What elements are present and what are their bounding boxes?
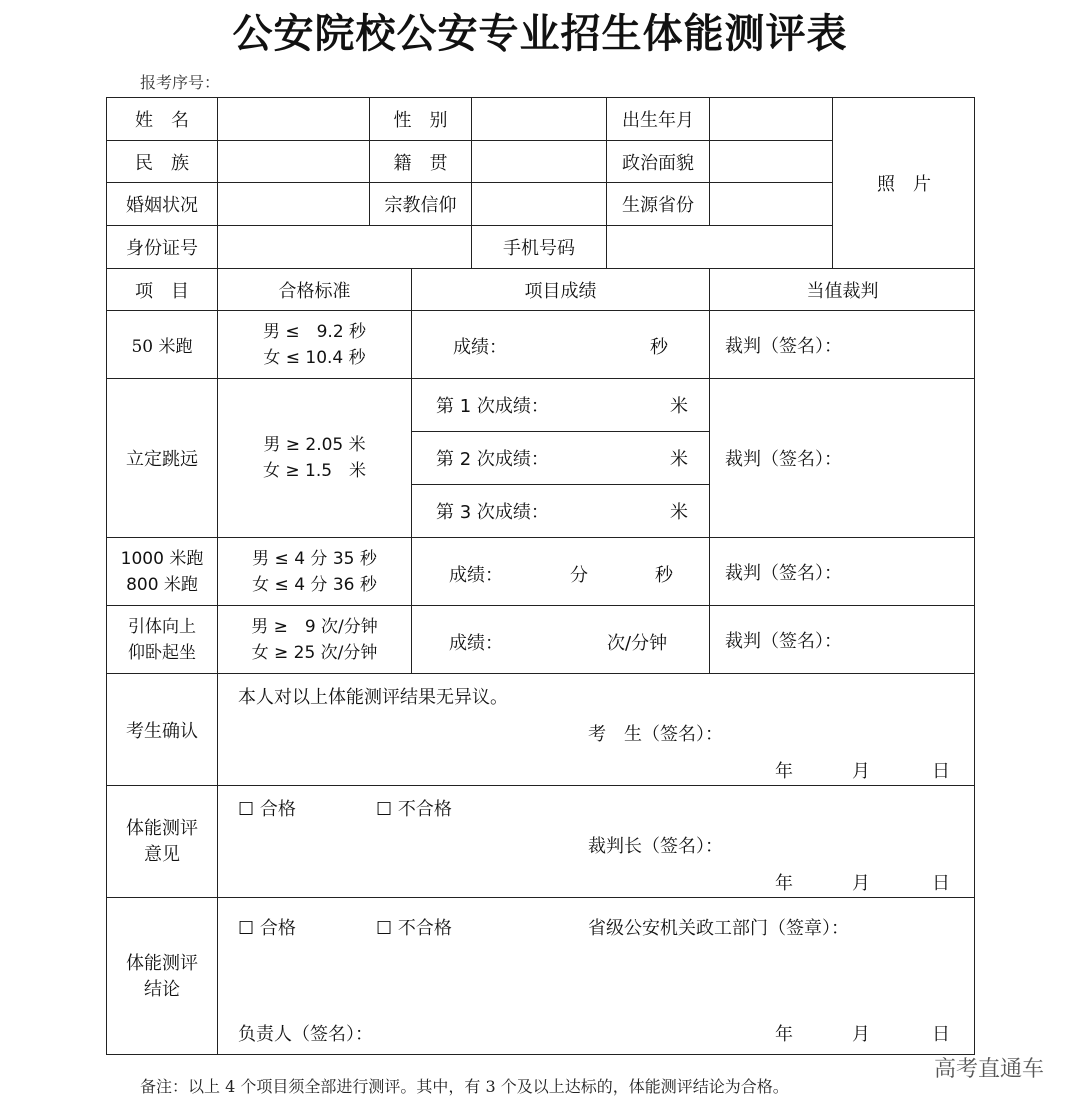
month-label: 月 xyxy=(852,873,870,894)
header-standard: 合格标准 xyxy=(217,268,411,310)
confirm-statement: 本人对以上体能测评结果无异议。 xyxy=(238,687,508,708)
marital-label: 婚姻状况 xyxy=(106,182,217,225)
unit-seconds: 秒 xyxy=(655,565,673,586)
name-field[interactable] xyxy=(217,97,369,140)
religion-field[interactable] xyxy=(471,182,606,225)
political-label: 政治面貌 xyxy=(606,140,709,182)
unit-per-minute: 次/分钟 xyxy=(607,633,668,654)
birth-field[interactable] xyxy=(709,97,832,140)
item-long-jump: 立定跳远 xyxy=(106,378,217,537)
item-50m: 50 米跑 xyxy=(106,310,217,378)
judge-sign-long-jump[interactable]: 裁判（签名）： xyxy=(709,378,975,537)
gender-field[interactable] xyxy=(471,97,606,140)
footnote: 备注：以上 4 个项目须全部进行测评。其中，有 3 个及以上达标的，体能测评结论为合格。 xyxy=(140,1077,789,1096)
native-place-field[interactable] xyxy=(471,140,606,182)
marital-field[interactable] xyxy=(217,182,369,225)
attempt-label: 第 1 次成绩： xyxy=(436,396,549,417)
score-label: 成绩： xyxy=(449,633,503,654)
province-label: 生源省份 xyxy=(606,182,709,225)
attempt-2[interactable] xyxy=(411,431,709,484)
id-label: 身份证号 xyxy=(106,225,217,268)
score-label: 成绩： xyxy=(453,337,507,358)
item-female: 仰卧起坐 xyxy=(128,642,196,663)
conclusion-fail-checkbox[interactable]: ☐ 不合格 xyxy=(376,918,452,939)
watermark: 高考直通车 xyxy=(934,1057,1045,1082)
attempt-3[interactable] xyxy=(411,484,709,537)
province-field[interactable] xyxy=(709,182,832,225)
standard-run xyxy=(217,537,411,605)
department-stamp: 省级公安机关政工部门（签章）： xyxy=(588,918,849,939)
political-field[interactable] xyxy=(709,140,832,182)
opinion-label xyxy=(106,785,217,897)
id-field[interactable] xyxy=(217,225,471,268)
judge-sign-run[interactable]: 裁判（签名）： xyxy=(709,537,975,605)
unit-meters: 米 xyxy=(670,502,688,523)
religion-label: 宗教信仰 xyxy=(369,182,471,225)
label-line: 意见 xyxy=(144,843,180,865)
chief-judge-sign[interactable]: 裁判长（签名）： xyxy=(588,836,723,857)
day-label: 日 xyxy=(932,873,950,894)
unit-minutes: 分 xyxy=(570,565,588,586)
gender-label: 性 别 xyxy=(369,97,471,140)
year-label: 年 xyxy=(775,1024,793,1045)
header-score: 项目成绩 xyxy=(411,268,709,310)
unit-meters: 米 xyxy=(670,396,688,417)
attempt-label: 第 2 次成绩： xyxy=(436,449,549,470)
ethnicity-label: 民 族 xyxy=(106,140,217,182)
opinion-pass-checkbox[interactable]: ☐ 合格 xyxy=(238,799,296,820)
year-label: 年 xyxy=(775,873,793,894)
native-place-label: 籍 贯 xyxy=(369,140,471,182)
standard-female: 女 ≥ 1.5 米 xyxy=(262,461,367,481)
header-judge: 当值裁判 xyxy=(709,268,975,310)
day-label: 日 xyxy=(932,761,950,782)
conclusion-pass-checkbox[interactable]: ☐ 合格 xyxy=(238,918,296,939)
month-label: 月 xyxy=(852,761,870,782)
standard-long-jump xyxy=(217,378,411,537)
name-label: 姓 名 xyxy=(106,97,217,140)
header-item: 项 目 xyxy=(106,268,217,310)
item-male: 1000 米跑 xyxy=(120,548,204,569)
attempt-1[interactable] xyxy=(411,378,709,431)
year-label: 年 xyxy=(775,761,793,782)
standard-male: 男 ≤ 4 分 35 秒 xyxy=(252,548,377,569)
judge-sign-pullup[interactable]: 裁判（签名）： xyxy=(709,605,975,673)
score-label: 成绩： xyxy=(449,565,503,586)
responsible-sign[interactable]: 负责人（签名）： xyxy=(238,1024,373,1045)
serial-number-label: 报考序号： xyxy=(140,73,221,92)
standard-female: 女 ≤ 10.4 秒 xyxy=(263,347,366,368)
label-line: 结论 xyxy=(144,978,180,1000)
ethnicity-field[interactable] xyxy=(217,140,369,182)
standard-50m xyxy=(217,310,411,378)
confirm-label: 考生确认 xyxy=(106,673,217,785)
month-label: 月 xyxy=(852,1024,870,1045)
candidate-sign: 考 生（签名）： xyxy=(588,724,723,745)
standard-male: 男 ≥ 2.05 米 xyxy=(263,435,366,455)
item-run xyxy=(106,537,217,605)
attempt-label: 第 3 次成绩： xyxy=(436,502,549,523)
standard-female: 女 ≥ 25 次/分钟 xyxy=(251,642,378,663)
conclusion-label xyxy=(106,897,217,1055)
label-line: 体能测评 xyxy=(126,952,198,974)
photo-box: 照 片 xyxy=(832,97,975,268)
opinion-fail-checkbox[interactable]: ☐ 不合格 xyxy=(376,799,452,820)
day-label: 日 xyxy=(932,1024,950,1045)
label-line: 体能测评 xyxy=(126,817,198,839)
item-female: 800 米跑 xyxy=(126,574,198,595)
phone-field[interactable] xyxy=(606,225,832,268)
phone-label: 手机号码 xyxy=(471,225,606,268)
unit-meters: 米 xyxy=(670,449,688,470)
birth-label: 出生年月 xyxy=(606,97,709,140)
unit-seconds: 秒 xyxy=(650,337,668,358)
standard-male: 男 ≤ 9.2 秒 xyxy=(262,321,367,342)
item-pullup-situp xyxy=(106,605,217,673)
standard-female: 女 ≤ 4 分 36 秒 xyxy=(252,574,377,595)
standard-pullup-situp xyxy=(217,605,411,673)
standard-male: 男 ≥ 9 次/分钟 xyxy=(251,616,378,637)
item-male: 引体向上 xyxy=(128,616,196,637)
judge-sign-50m[interactable]: 裁判（签名）： xyxy=(709,310,975,378)
form-title: 公安院校公安专业招生体能测评表 xyxy=(232,10,848,57)
